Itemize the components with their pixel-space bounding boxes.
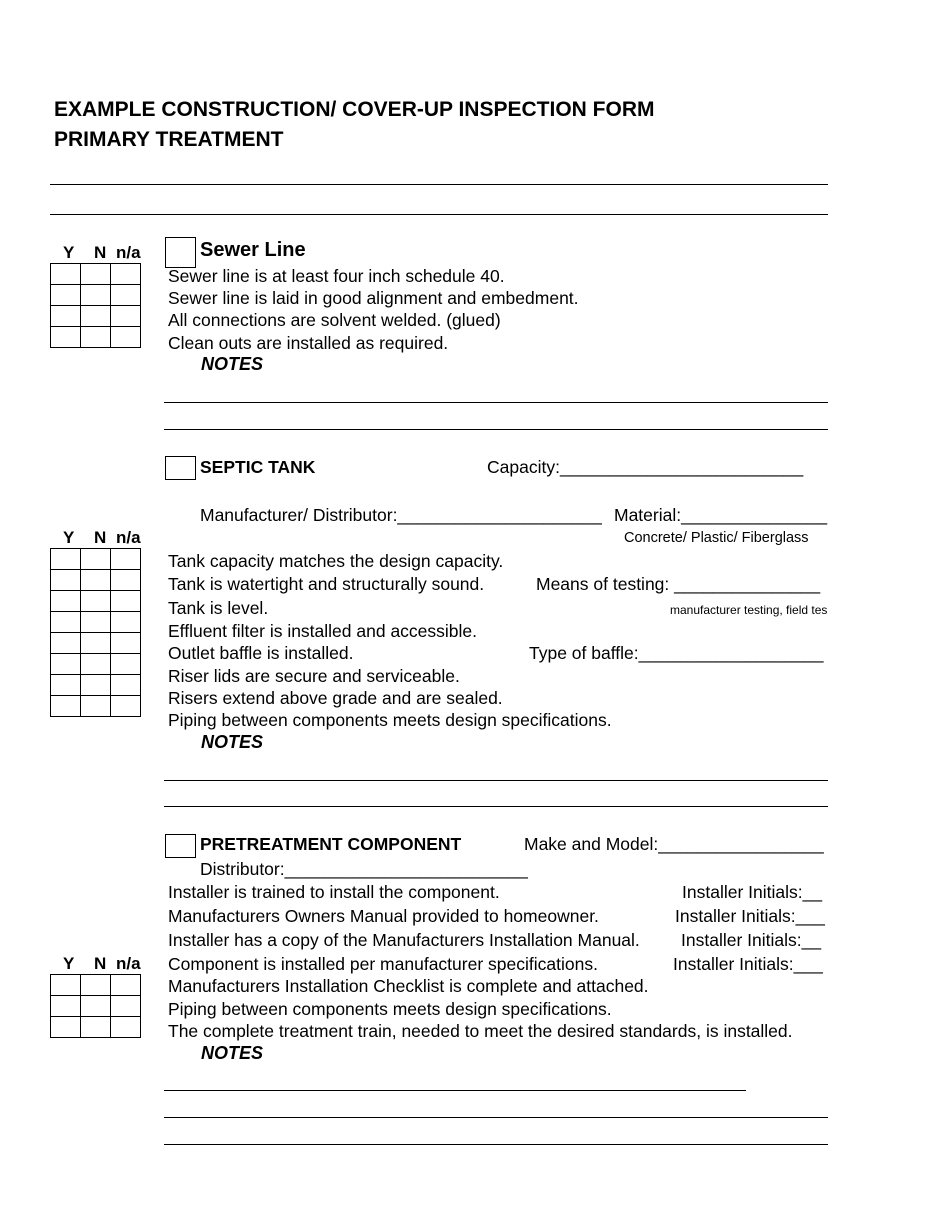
na-cell[interactable] xyxy=(111,306,141,327)
sewer-checklist-grid xyxy=(50,263,141,348)
na-cell[interactable] xyxy=(111,327,141,348)
na-cell[interactable] xyxy=(111,975,141,996)
installer-initials-field[interactable]: Installer Initials:__ xyxy=(682,882,823,902)
na-cell[interactable] xyxy=(111,264,141,285)
septic-notes-line[interactable] xyxy=(164,806,828,807)
installer-initials-field[interactable]: Installer Initials:__ xyxy=(681,930,822,950)
sewer-notes-label: NOTES xyxy=(201,354,264,374)
material-options: Concrete/ Plastic/ Fiberglass xyxy=(624,530,809,546)
pretreatment-item: Component is installed per manufacturer specifications. xyxy=(168,954,598,974)
septic-notes-line[interactable] xyxy=(164,780,828,781)
form-title: EXAMPLE CONSTRUCTION/ COVER-UP INSPECTION FORM xyxy=(54,98,655,121)
no-cell[interactable] xyxy=(81,996,111,1017)
grid-header-n: N xyxy=(94,243,107,262)
grid-header-y: Y xyxy=(63,243,75,262)
no-cell[interactable] xyxy=(81,549,111,570)
no-cell[interactable] xyxy=(81,285,111,306)
no-cell[interactable] xyxy=(81,654,111,675)
grid-row xyxy=(51,675,141,696)
sewer-item: Clean outs are installed as required. xyxy=(168,333,449,353)
grid-row xyxy=(51,549,141,570)
pretreatment-item: Manufacturers Installation Checklist is complete and attached. xyxy=(168,976,649,996)
yes-cell[interactable] xyxy=(51,612,81,633)
no-cell[interactable] xyxy=(81,633,111,654)
grid-row xyxy=(51,696,141,717)
yes-cell[interactable] xyxy=(51,285,81,306)
septic-item: Tank capacity matches the design capacity. xyxy=(168,551,504,571)
capacity-field[interactable]: Capacity:_________________________ xyxy=(487,457,804,477)
yes-cell[interactable] xyxy=(51,675,81,696)
na-cell[interactable] xyxy=(111,549,141,570)
no-cell[interactable] xyxy=(81,696,111,717)
grid-row xyxy=(51,654,141,675)
septic-checklist-grid xyxy=(50,548,141,717)
septic-item: Tank is watertight and structurally sound. xyxy=(168,574,485,594)
na-cell[interactable] xyxy=(111,591,141,612)
sewer-section-checkbox[interactable] xyxy=(165,237,196,268)
no-cell[interactable] xyxy=(81,306,111,327)
pretreatment-notes-line[interactable] xyxy=(164,1144,828,1145)
na-cell[interactable] xyxy=(111,696,141,717)
yes-cell[interactable] xyxy=(51,264,81,285)
grid-row xyxy=(51,570,141,591)
yes-cell[interactable] xyxy=(51,306,81,327)
form-subtitle: PRIMARY TREATMENT xyxy=(54,128,284,151)
make-model-field[interactable]: Make and Model:_________________ xyxy=(524,834,824,854)
installer-initials-field[interactable]: Installer Initials:___ xyxy=(673,954,823,974)
yes-cell[interactable] xyxy=(51,549,81,570)
septic-item: Effluent filter is installed and accessible. xyxy=(168,621,478,641)
grid-row xyxy=(51,612,141,633)
sewer-notes-line[interactable] xyxy=(164,402,828,403)
pretreatment-item: The complete treatment train, needed to meet the desired standards, is installed. xyxy=(168,1021,793,1041)
septic-item: Tank is level. xyxy=(168,598,269,618)
no-cell[interactable] xyxy=(81,1017,111,1038)
no-cell[interactable] xyxy=(81,612,111,633)
yes-cell[interactable] xyxy=(51,654,81,675)
header-rule-1 xyxy=(50,184,828,185)
sewer-heading: Sewer Line xyxy=(200,239,306,261)
grid-header-na: n/a xyxy=(116,243,141,262)
sewer-item: Sewer line is at least four inch schedule 40. xyxy=(168,266,505,286)
septic-item: Risers extend above grade and are sealed. xyxy=(168,688,503,708)
sewer-notes-line[interactable] xyxy=(164,429,828,430)
na-cell[interactable] xyxy=(111,612,141,633)
no-cell[interactable] xyxy=(81,675,111,696)
pretreatment-item: Piping between components meets design specifications. xyxy=(168,999,612,1019)
grid-header-n: N xyxy=(94,954,107,973)
grid-row xyxy=(51,1017,141,1038)
grid-header-na: n/a xyxy=(116,954,141,973)
septic-section-checkbox[interactable] xyxy=(165,456,196,480)
pretreatment-section-checkbox[interactable] xyxy=(165,834,196,858)
pretreatment-notes-line[interactable] xyxy=(164,1090,746,1091)
no-cell[interactable] xyxy=(81,591,111,612)
grid-row xyxy=(51,633,141,654)
installer-initials-field[interactable]: Installer Initials:___ xyxy=(675,906,825,926)
no-cell[interactable] xyxy=(81,264,111,285)
grid-header-y: Y xyxy=(63,528,75,547)
manufacturer-field[interactable]: Manufacturer/ Distributor:_____________________ xyxy=(200,505,602,525)
grid-row xyxy=(51,264,141,285)
na-cell[interactable] xyxy=(111,996,141,1017)
septic-item: Riser lids are secure and serviceable. xyxy=(168,666,460,686)
testing-options: manufacturer testing, field tes xyxy=(670,603,828,617)
pretreatment-item: Manufacturers Owners Manual provided to homeowner. xyxy=(168,906,599,926)
yes-cell[interactable] xyxy=(51,633,81,654)
grid-row xyxy=(51,285,141,306)
pretreatment-notes-line[interactable] xyxy=(164,1117,828,1118)
grid-row xyxy=(51,975,141,996)
sewer-item: All connections are solvent welded. (glued) xyxy=(168,310,501,330)
pretreatment-item: Installer has a copy of the Manufacturers Installation Manual. xyxy=(168,930,640,950)
pretreatment-checklist-grid xyxy=(50,974,141,1038)
no-cell[interactable] xyxy=(81,327,111,348)
pretreatment-heading: PRETREATMENT COMPONENT xyxy=(200,834,462,854)
yes-cell[interactable] xyxy=(51,591,81,612)
grid-row xyxy=(51,327,141,348)
material-field[interactable]: Material:_______________ xyxy=(614,505,828,525)
no-cell[interactable] xyxy=(81,975,111,996)
no-cell[interactable] xyxy=(81,570,111,591)
yes-cell[interactable] xyxy=(51,327,81,348)
grid-row xyxy=(51,306,141,327)
yes-cell[interactable] xyxy=(51,996,81,1017)
distributor-field[interactable]: Distributor:_________________________ xyxy=(200,859,528,879)
yes-cell[interactable] xyxy=(51,570,81,591)
na-cell[interactable] xyxy=(111,633,141,654)
yes-cell[interactable] xyxy=(51,975,81,996)
grid-header-na: n/a xyxy=(116,528,141,547)
sewer-item: Sewer line is laid in good alignment and embedment. xyxy=(168,288,579,308)
grid-row xyxy=(51,591,141,612)
septic-item: Outlet baffle is installed. xyxy=(168,643,354,663)
yes-cell[interactable] xyxy=(51,696,81,717)
header-rule-2 xyxy=(50,214,828,215)
pretreatment-item: Installer is trained to install the component. xyxy=(168,882,500,902)
grid-row xyxy=(51,996,141,1017)
septic-notes-label: NOTES xyxy=(201,732,264,752)
septic-item: Piping between components meets design specifications. xyxy=(168,710,612,730)
grid-header-y: Y xyxy=(63,954,75,973)
na-cell[interactable] xyxy=(111,285,141,306)
means-of-testing-field[interactable]: Means of testing: _______________ xyxy=(536,574,821,594)
septic-heading: SEPTIC TANK xyxy=(200,457,316,477)
yes-cell[interactable] xyxy=(51,1017,81,1038)
type-of-baffle-field[interactable]: Type of baffle:___________________ xyxy=(529,643,824,663)
na-cell[interactable] xyxy=(111,654,141,675)
na-cell[interactable] xyxy=(111,570,141,591)
grid-header-n: N xyxy=(94,528,107,547)
na-cell[interactable] xyxy=(111,1017,141,1038)
na-cell[interactable] xyxy=(111,675,141,696)
pretreatment-notes-label: NOTES xyxy=(201,1043,264,1063)
